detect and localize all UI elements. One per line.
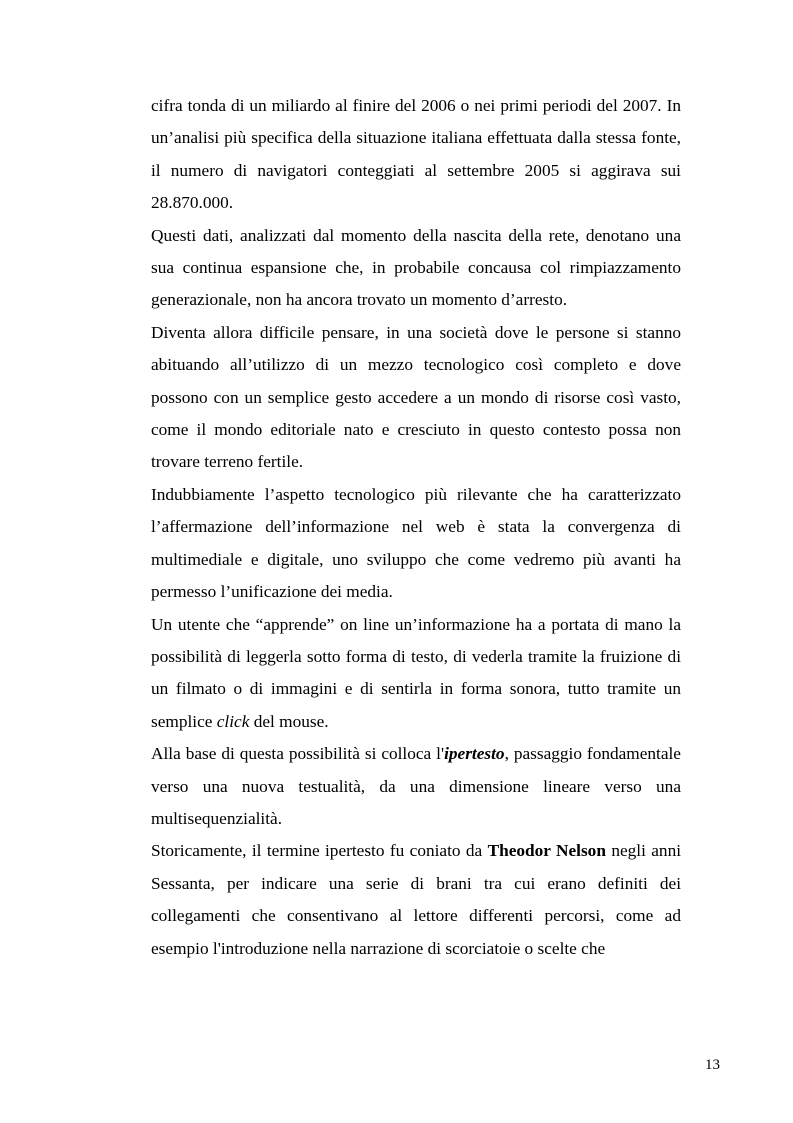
paragraph [151, 220, 681, 317]
text-segment: Questi dati, analizzati dal momento della nascita della rete, denotano una sua continua espansione che, in probabile concausa col rimpiazzamento generazionale, non ha ancora trovato un momento d’arresto. [151, 225, 681, 310]
text-segment: Indubbiamente l’aspetto tecnologico più rilevante che ha caratterizzato l’affermazione dell’informazione nel web è stata la convergenza di multimediale e digitale, uno sviluppo che come vedremo più avanti ha permesso l’unificazione dei media. [151, 484, 681, 602]
text-segment: Un utente che “apprende” on line un’informazione ha a portata di mano la possibilità di leggerla sotto forma di testo, di vederla tramite la fruizione di un filmato o di immagini e di sentirla in forma sonora, tutto tramite un semplice [151, 614, 681, 731]
body-text [151, 90, 681, 965]
bold-italic-term: ipertesto [444, 744, 505, 764]
text-segment: , passaggio fondamentale verso una nuova testualità, da una dimensione lineare verso una multisequenzialità. [151, 744, 681, 828]
text-segment: negli anni Sessanta, per indicare una serie di brani tra cui erano definiti dei collegamenti che consentivano al lettore differenti percorsi, come ad esempio l'introduzione nella narrazione di scorciatoie o scelte che [151, 841, 682, 958]
text-segment: Diventa allora difficile pensare, in una società dove le persone si stanno abituando all’utilizzo di un mezzo tecnologico così completo e dove possono con un semplice gesto accedere a un mondo di risorse così vasto, come il mondo editoriale nato e cresciuto in questo contesto possa non trovare terreno fertile. [151, 322, 681, 472]
bold-term: Theodor Nelson [487, 841, 606, 861]
paragraph [151, 479, 681, 609]
paragraph [151, 609, 681, 739]
text-segment: cifra tonda di un miliardo al finire del 2006 o nei primi periodi del 2007. In un’analisi più specifica della situazione italiana effettuata dalla stessa fonte, il numero di navigatori conteggiati al settembre 2005 si aggirava sui 28.870.000. [151, 96, 681, 213]
page-number: 13 [705, 1057, 720, 1073]
text-segment: Alla base di questa possibilità si colloca l' [151, 744, 445, 764]
italic-term: click [216, 711, 250, 731]
text-segment: del mouse. [249, 711, 329, 731]
paragraph [151, 317, 681, 479]
paragraph [151, 738, 681, 835]
paragraph [151, 835, 681, 965]
text-segment: Storicamente, il termine ipertesto fu coniato da [151, 841, 488, 861]
paragraph [151, 90, 681, 220]
